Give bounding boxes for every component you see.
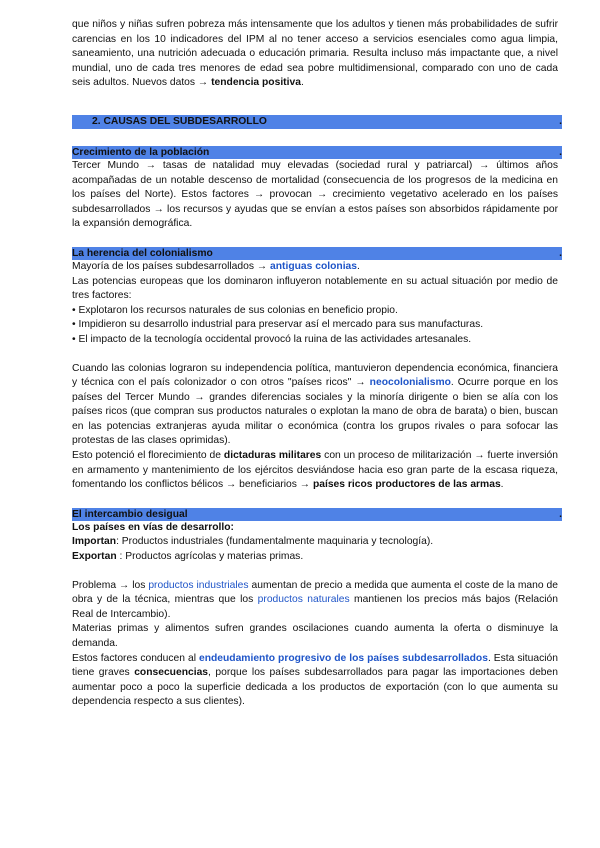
intro-paragraph: que niños y niñas sufren pobreza más intensamente que los adultos y tienen más probabilidades de sufrir carencias en los 10 indicadores del IPM al no tener acceso a servicios esenciales como agua limpia, saneamiento, una nutrición adecuada o educación primaria. Resulta incluso más impactante que, a nivel mundial, uno de cada tres menores de edad sea pobre multidimensional, comparado con uno de cada seis adultos. Nuevos datos → tendencia positiva. [72, 19, 558, 89]
endeudamiento-paragraph: Estos factores conducen al endeudamiento progresivo de los países subdesarrollados. Esta situación tiene graves consecuencias, porque los países subdesarrollados para pagar las importaciones deben aumentar poco a poco la superficie dedicada a los productos de exportación (con lo que aumenta su dependencia respecto a sus clientes). [72, 652, 558, 708]
subheading-intercambio: El intercambio desigual . [72, 508, 562, 520]
poblacion-paragraph: Tercer Mundo → tasas de natalidad muy elevadas (sociedad rural y patriarcal) → últimos años acompañadas de un notable descenso de mortalidad (consecuencia de los progresos de la medicina en los países del Norte). Estos factores → provocan → crecimiento vegetativo acelerado en los países subdesarrollados → los recursos y ayudas que se envían a estos países son absorbidos rápidamente por la expansión demográfica. [72, 159, 558, 230]
subheading-colonialismo: La herencia del colonialismo . [72, 247, 562, 259]
colonialismo-intro: Mayoría de los países subdesarrollados → antiguas colonias. [72, 260, 360, 272]
problema-paragraph: Problema → los productos industriales aumentan de precio a medida que aumenta el coste de la mano de obra y de la técnica, mientras que los productos naturales mantienen los precios más bajos (Relación Real de Intercambio). [72, 579, 559, 620]
dictaduras-paragraph: Esto potenció el florecimiento de dictaduras militares con un proceso de militarización → fuerte inversión en armamento y mantenimiento de los ejércitos desviándose hacia eso gran parte de la escasa riqueza, fomentando los conflictos bélicos → beneficiarios → países ricos productores de las armas. [72, 450, 559, 491]
neocolonialismo-paragraph: Cuando las colonias lograron su independencia política, mantuvieron dependencia económica, financiera y técnica con el país colonizador o con otros "países ricos" → neocolonialismo. Ocurre porque en los países del Tercer Mundo → grandes diferencias sociales y la minoría dirigente o bien se alía con los países ricos (que compran sus productos naturales o explotan la mano de obra de barata) o bien, buscan en las potencias extranjeras ayuda militar o económica (contra los grupos rivales o para sofocar las protestas de las clases oprimidas). [72, 362, 559, 447]
intercambio-subtitle: Los países en vías de desarrollo: [72, 521, 234, 533]
materias-paragraph: Materias primas y alimentos sufren grandes oscilaciones cuando aumenta la oferta o disminuye la demanda. [72, 623, 558, 649]
importan-line: Importan: Productos industriales (fundamentalmente maquinaria y tecnología). [72, 536, 434, 548]
subheading-poblacion: Crecimiento de la población . [72, 146, 562, 158]
colonialismo-bullet-1: • Explotaron los recursos naturales de sus colonias en beneficio propio. [72, 304, 398, 316]
section-heading-causas: 2. CAUSAS DEL SUBDESARROLLO . [72, 115, 562, 129]
colonialismo-bullet-3: • El impacto de la tecnología occidental provocó la ruina de las actividades artesanales. [72, 333, 472, 345]
colonialismo-bullet-2: • Impidieron su desarrollo industrial para preservar así el mercado para sus manufacturas. [72, 319, 484, 331]
exportan-line: Exportan : Productos agrícolas y materias primas. [72, 551, 304, 563]
colonialismo-factores: Las potencias europeas que los dominaron influyeron notablemente en su actual situación por medio de tres factores: [72, 275, 558, 302]
